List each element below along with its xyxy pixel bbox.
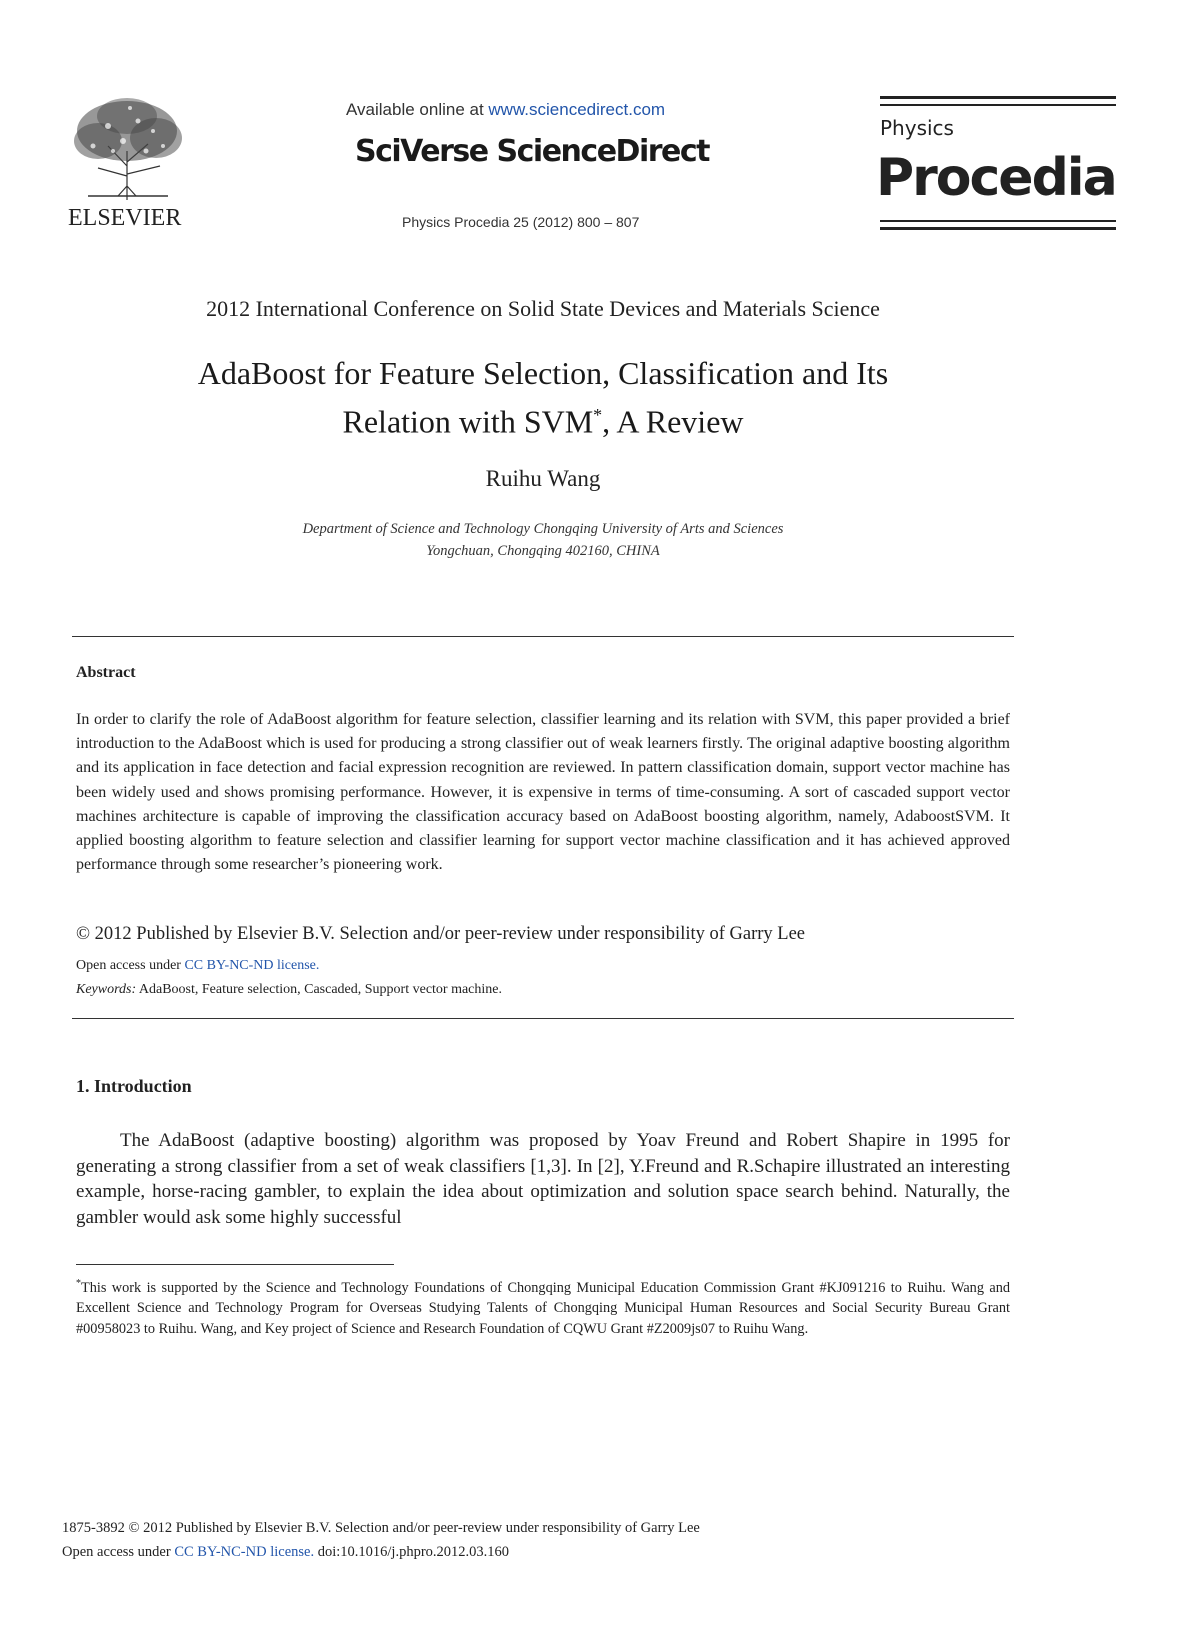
affiliation-line-2: Yongchuan, Chongqing 402160, CHINA [426, 543, 660, 559]
journal-citation: Physics Procedia 25 (2012) 800 – 807 [402, 214, 640, 230]
journal-name-main: Procedia [876, 148, 1116, 208]
footnote-text: This work is supported by the Science and Technology Foundations of Chongqing Municipal Education Commission Grant #KJ091216 to Ruihu. Wang and Excellent Science and Technology Program for Overseas Studying Talents of Chongqing Municipal Human Resources and Social Security Bureau Grant #00958023 to Ruihu. Wang, and Key project of Science and Research Foundation of CQWU Grant #Z2009js07 to Ruihu Wang. [76, 1279, 1010, 1337]
copyright-line: © 2012 Published by Elsevier B.V. Selection and/or peer-review under responsibility of Garry Lee [76, 924, 806, 944]
issn-copyright-line: 1875-3892 © 2012 Published by Elsevier B.V. Selection and/or peer-review under responsibility of Garry Lee [62, 1520, 700, 1536]
bottom-open-access-prefix: Open access under [62, 1544, 175, 1560]
abstract-heading: Abstract [76, 664, 136, 681]
title-line-2-end: , A Review [602, 403, 744, 440]
abstract-body: In order to clarify the role of AdaBoost algorithm for feature selection, classifier learning and its relation with SVM, this paper provided a brief introduction to the AdaBoost which is used for producing a strong classifier out of weak learners firstly. The original adaptive boosting algorithm and its application in face detection and facial expression recognition are reviewed. In pattern classification domain, support vector machine has been widely used and shows promising performance. However, it is expensive in terms of time-consuming. A sort of cascaded support vector machines architecture is capable of improving the classification accuracy based on AdaBoost boosting algorithm, namely, AdaboostSVM. It applied boosting algorithm to feature selection and classifier learning for support vector machine classification and it has achieved approved performance through some researcher’s pioneering work. [76, 711, 1010, 874]
elsevier-tree-logo-icon [68, 96, 186, 200]
title-line-2 [0, 394, 1086, 443]
introduction-body: The AdaBoost (adaptive boosting) algorithm was proposed by Yoav Freund and Robert Shapire in 1995 for generating a strong classifier from a set of weak classifiers [1,3]. In [2], Y.Freund and R.Schapire illustrated an interesting example, horse-racing gambler, to explain the idea about optimization and solution space search behind. Naturally, the gambler would ask some highly successful [76, 1130, 1010, 1228]
bottom-license-link[interactable]: CC BY-NC-ND license. [174, 1544, 315, 1560]
journal-rule-top-1 [880, 96, 1116, 99]
license-link[interactable]: CC BY-NC-ND license. [184, 958, 320, 973]
footnote [76, 1274, 1010, 1339]
platform-logo: SciVerse ScienceDirect [355, 134, 709, 169]
abstract-bottom-rule [72, 1018, 1014, 1019]
journal-rule-top-2 [880, 104, 1116, 106]
bottom-license-line [62, 1544, 509, 1561]
title-line-1: AdaBoost for Feature Selection, Classification and Its [197, 355, 889, 391]
journal-rule-bottom-2 [880, 227, 1116, 230]
abstract-top-rule [72, 636, 1014, 637]
footnote-mark: * [76, 1278, 81, 1289]
paper-title [0, 352, 1086, 443]
journal-name-top: Physics [880, 116, 954, 140]
title-footnote-mark[interactable]: * [593, 405, 603, 425]
introduction-heading: 1. Introduction [76, 1076, 192, 1096]
journal-rule-bottom-1 [880, 220, 1116, 222]
keywords-line [76, 982, 502, 998]
availability-line [346, 100, 665, 120]
title-line-2-start: Relation with SVM [342, 403, 594, 440]
keywords-label: Keywords: [76, 982, 137, 997]
keywords-list: AdaBoost, Feature selection, Cascaded, Support vector machine. [136, 982, 503, 997]
sciencedirect-link[interactable]: www.sciencedirect.com [488, 100, 666, 119]
affiliation-line-1: Department of Science and Technology Chongqing University of Arts and Sciences [302, 521, 784, 537]
availability-prefix: Available online at [346, 100, 489, 119]
open-access-prefix: Open access under [76, 958, 185, 973]
affiliation [0, 518, 1086, 562]
doi[interactable]: doi:10.1016/j.phpro.2012.03.160 [314, 1544, 510, 1560]
open-access-line [76, 958, 319, 974]
footnote-rule [76, 1264, 394, 1265]
conference-name: 2012 International Conference on Solid State Devices and Materials Science [206, 296, 880, 321]
publisher-name: ELSEVIER [68, 205, 182, 231]
author-name: Ruihu Wang [485, 466, 601, 491]
